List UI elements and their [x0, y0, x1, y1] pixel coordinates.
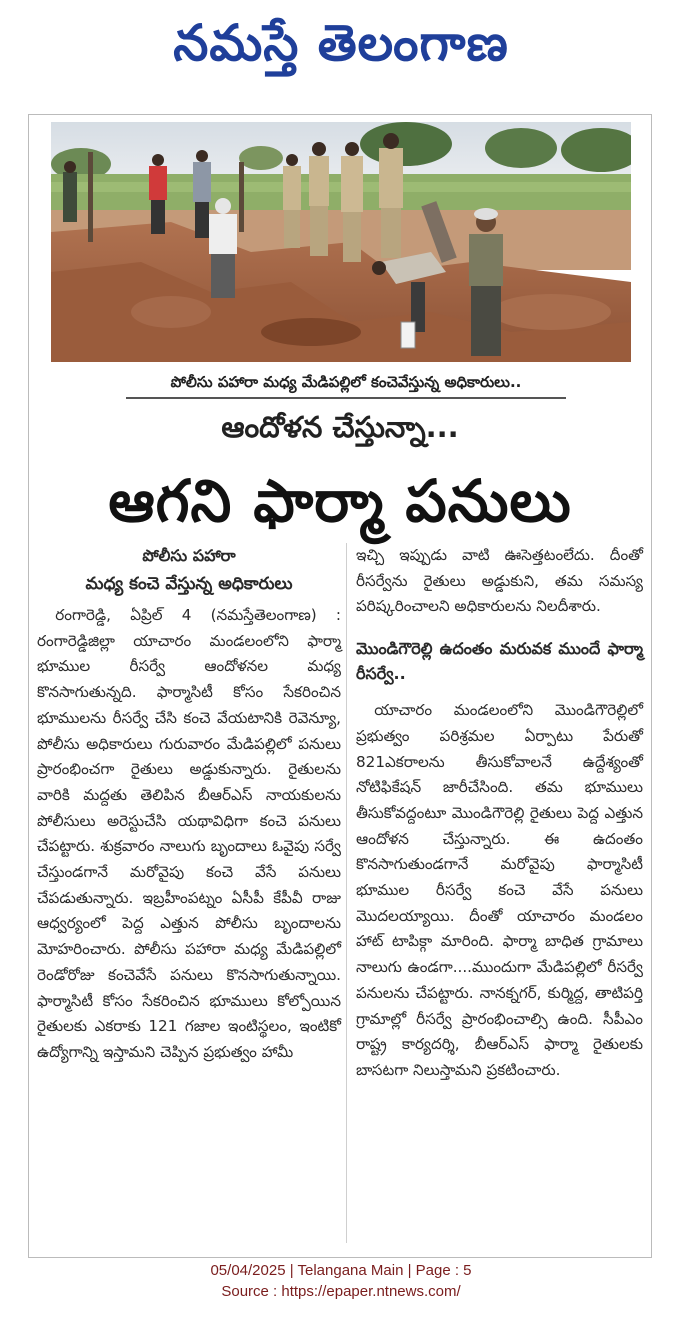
- body-paragraph: రంగారెడ్డి, ఏప్రిల్ 4 (నమస్తేతెలంగాణ) : రంగారెడ్డిజిల్లా యాచారం మండలంలోని ఫార్మా భూముల రీసర్వే ఆందోళనల మధ్య కొనసాగుతున్నది. ఫార్మాసిటీ కోసం సేకరించిన భూములను రీసర్వే చేసి కంచె వేయటానికి రెవెన్యూ, పోలీసు అధికారులు గురువారం మేడిపల్లిలో పనులు ప్రారంభించగా రైతులు అడ్డుకున్నారు. రైతులను వారికి మద్దతు తెలిపిన బీఆర్ఎస్ నాయకులను పోలీసులు అరెస్టుచేసి యథావిధిగా కంచె పనులు చేపట్టారు. శుక్రవారం నాలుగు బృందాలు ఓవైపు సర్వే చేస్తుండగానే మరోవైపు కంచె వేసే పనులు చేపడుతున్నారు. ఇబ్రహీంపట్నం ఏసీపీ కేపీవీ రాజు ఆధ్వర్యంలో పెద్ద ఎత్తున పోలీసు బృందాలను మోహరించారు. పోలీసు పహారా మధ్య మేడిపల్లిలో రెండోరోజు కంచెవేసే పనులు కొనసాగుతున్నాయి. ఫార్మాసిటీ కోసం సేకరించిన భూములు కోల్పోయిన రైతులకు ఎకరాకు 121 గజాల ఇంటిస్థలం, ఇంటికో ఉద్యోగాన్ని ఇస్తామని చెప్పిన ప్రభుత్వం హామీ: [37, 606, 341, 1061]
- masthead-title: నమస్తే తెలంగాణ: [173, 14, 509, 72]
- footer: [0, 1260, 682, 1302]
- footer-source-link[interactable]: Source : https://epaper.ntnews.com/: [221, 1283, 461, 1300]
- news-photo: [51, 122, 631, 362]
- left-column: [37, 543, 341, 1066]
- photo-caption: పోలీసు పహారా మధ్య మేడిపల్లిలో కంచెవేస్తున్న అధికారులు..: [126, 367, 566, 399]
- article-headline: ఆగని ఫార్మా పనులు: [108, 467, 572, 535]
- body-paragraph: యాచారం మండలంలోని మొండిగౌరెల్లిలో ప్రభుత్వం పరిశ్రమల ఏర్పాటు పేరుతో 821ఎకరాలను తీసుకోవాలనే ఉద్దేశ్యంతో నోటిఫికేషన్ జారీచేసింది. తమ భూములు తీసుకోవద్దంటూ మొండిగౌరెల్లి రైతులు పెద్ద ఎత్తున ఆందోళన చేస్తున్నారు. ఈ ఉదంతం కొనసాగుతుండగానే మరోవైపు ఫార్మాసిటీ భూముల రీసర్వే కంచె వేసే పనులు మొదలయ్యాయి. దీంతో యాచారం మండలం హాట్ టాపిక్గా మారింది. ఫార్మా బాధిత గ్రామాలు నాలుగు ఉండగా....ముందుగా మేడిపల్లిలో రీసర్వే పనులను చేపట్టారు. నానక్నగర్, కుర్మిద్ద, తాటిపర్తి గ్రామాల్లో రీసర్వే ప్రారంభించాల్సి ఉంది. సీపీఎం రాష్ట్ర కార్యదర్శి, బీఆర్ఎస్ ఫార్మా రైతులకు బాసటగా నిలుస్తామని ప్రకటించారు.: [356, 701, 643, 1079]
- article-kicker: ఆందోళన చేస్తున్నా...: [221, 410, 459, 444]
- article-clipping: [28, 114, 652, 1258]
- subheadline-line1: పోలీసు పహారా: [142, 546, 236, 565]
- column-divider: [346, 543, 347, 1243]
- section-subhead: మొండిగౌరెల్లి ఉదంతం మరువక ముందే ఫార్మా రీసర్వే..: [356, 639, 643, 684]
- subheadline-line2: మధ్య కంచె వేస్తున్న అధికారులు: [85, 574, 293, 594]
- right-column: [356, 543, 643, 1084]
- body-paragraph: ఇచ్చి ఇప్పుడు వాటి ఊసెత్తటంలేదు. దీంతో రీసర్వేను రైతులు అడ్డుకుని, తమ సమస్య పరిష్కరించాలని అధికారులను నిలదీశారు.: [356, 546, 643, 616]
- footer-date-edition: 05/04/2025 | Telangana Main | Page : 5: [210, 1262, 472, 1279]
